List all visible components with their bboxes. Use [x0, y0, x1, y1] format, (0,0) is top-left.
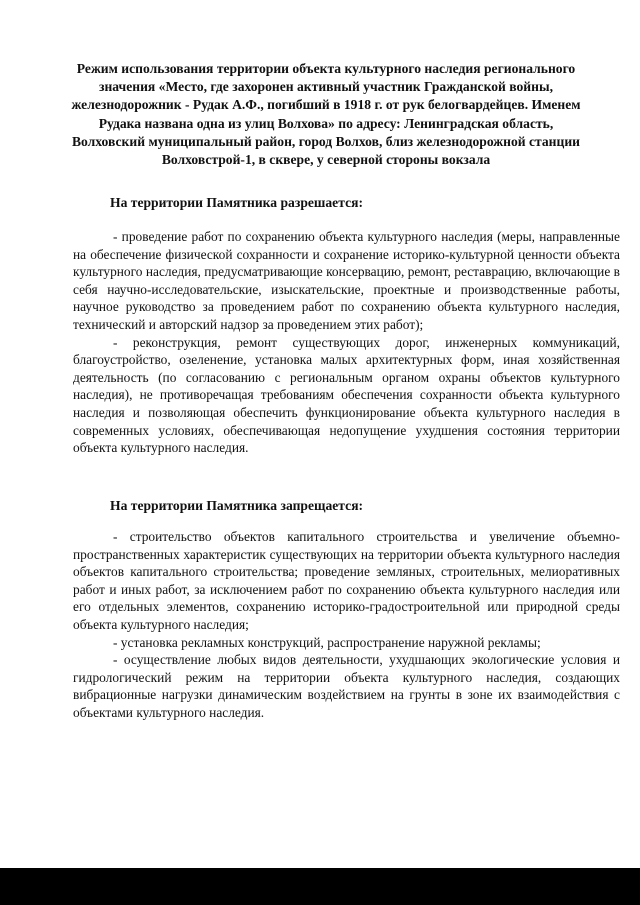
forbidden-paragraph-2: - установка рекламных конструкций, распространение наружной рекламы;	[113, 634, 541, 650]
allowed-heading: На территории Памятника разрешается:	[110, 195, 363, 210]
allowed-paragraph-1: - проведение работ по сохранению объекта культурного наследия (меры, направленные на обеспечение физической сохранности и сохранение историко-культурной ценности объекта культурного наследия, предусматривающие консервацию, ремонт, реставрацию, включающие в себя научно-исследовательские, изыскательские, проектные и производственные работы, научное руководство за проведением работ по сохранению объекта культурного наследия, технический и авторский надзор за проведением этих работ);	[73, 229, 620, 332]
forbidden-heading: На территории Памятника запрещается:	[110, 498, 364, 513]
forbidden-section	[73, 528, 620, 722]
scan-bottom-edge	[0, 868, 640, 905]
allowed-section	[73, 228, 620, 457]
forbidden-paragraph-1: - строительство объектов капитального строительства и увеличение объемно-пространственных характеристик существующих на территории объекта культурного наследия объектов капитального строительства; проведение земляных, строительных, мелиоративных работ и иных работ, за исключением работ по сохранению объекта культурного наследия или его отдельных элементов, сохранению историко-градостроительной или природной среды объекта культурного наследия;	[73, 529, 620, 632]
document-title: Режим использования территории объекта культурного наследия регионального значения «Место, где захоронен активный участник Гражданской войны, железнодорожник - Рудак А.Ф., погибший в 1918 г. от рук белогвардейцев. Именем Рудака названа одна из улиц Волхова» по адресу: Ленинградская область, Волховский муниципальный район, город Волхов, близ железнодорожной станции Волховстрой-1, в сквере, у северной стороны вокзала	[71, 61, 581, 168]
allowed-paragraph-2: - реконструкция, ремонт существующих дорог, инженерных коммуникаций, благоустройство, озеленение, установка малых архитектурных форм, иная хозяйственная деятельность (по согласованию с региональным органом охраны объектов культурного наследия), не противоречащая требованиям обеспечения сохранности объекта культурного наследия и позволяющая обеспечить функционирование объекта культурного наследия в современных условиях, обеспечивающая недопущение ухудшения состояния территории объекта культурного наследия.	[73, 334, 620, 456]
forbidden-paragraph-3: - осуществление любых видов деятельности, ухудшающих экологические условия и гидрологический режим на территории объекта культурного наследия, создающих вибрационные нагрузки динамическим воздействием на грунты в зоне их взаимодействия с объектами культурного наследия.	[73, 652, 620, 720]
